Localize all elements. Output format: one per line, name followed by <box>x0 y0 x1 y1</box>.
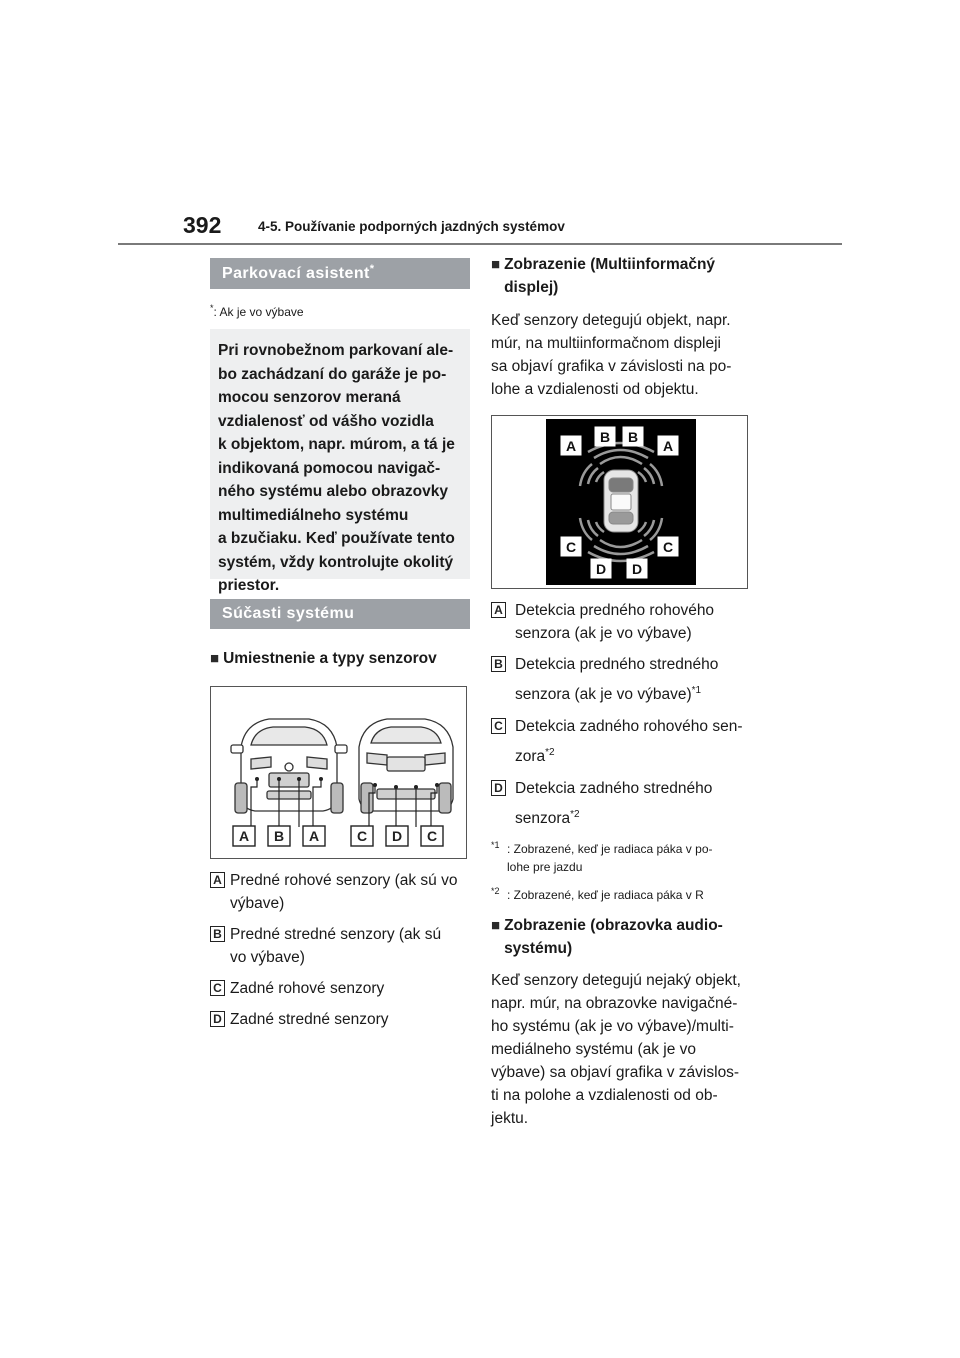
display-figure <box>491 415 748 589</box>
fig-label-c: C <box>426 828 438 844</box>
fig-label-a: A <box>308 828 320 844</box>
paragraph-line: ho systému (ak je vo výbave)/multi- <box>491 1018 734 1036</box>
legend-item <box>210 923 470 969</box>
fig-label-a: A <box>238 828 250 844</box>
subheading-text: displej) <box>504 279 559 296</box>
paragraph-line: Keď senzory detegujú objekt, napr. <box>491 312 731 329</box>
display-label-a: A <box>565 438 577 454</box>
intro-line: systém, vždy kontrolujte okolitý <box>218 553 454 571</box>
legend-text: Predné rohové senzory (ak sú vo <box>230 872 458 889</box>
legend-text: Predné stredné senzory (ak sú <box>230 926 442 943</box>
letter-badge: C <box>210 980 225 996</box>
intro-box <box>210 329 470 594</box>
section2-title-band <box>210 599 470 629</box>
legend-text: vo výbave) <box>230 949 305 966</box>
paragraph-line: výbave) sa objaví grafika v závislos- <box>491 1064 740 1082</box>
legend-text-line2 <box>511 741 757 768</box>
display-label-b: B <box>599 429 611 445</box>
vehicle-front-rear-illustration <box>211 687 466 858</box>
subheading-text: Zobrazenie (obrazovka audio- <box>504 917 723 935</box>
legend-item <box>210 1008 470 1031</box>
subheading-text: Umiestnenie a typy senzorov <box>223 650 437 667</box>
paragraph-line: jektu. <box>491 1110 529 1128</box>
paragraph-line: Keď senzory detegujú nejaký objekt, <box>491 972 741 990</box>
intro-line: multimediálneho systému <box>218 506 409 524</box>
footnote-text: : Ak je vo výbave <box>213 305 304 319</box>
display-label-a: A <box>662 438 674 454</box>
section-title: Parkovací asistent <box>222 265 370 282</box>
paragraph-line: lohe a vzdialenosti od objektu. <box>491 381 699 398</box>
section-title-band <box>210 258 470 289</box>
display-label-c: C <box>662 539 674 555</box>
legend-footnote-mark: *1 <box>691 685 702 696</box>
square-bullet-icon: ■ <box>491 256 501 273</box>
sensor-location-figure <box>210 686 467 859</box>
paragraph-line: múr, na multiinformačnom displeji <box>491 335 722 352</box>
fig-label-c: C <box>356 828 368 844</box>
legend-item <box>491 599 757 645</box>
note <box>491 840 757 876</box>
legend-footnote-mark: *2 <box>545 747 555 759</box>
legend-text: Zadné stredné senzory <box>230 1011 389 1028</box>
legend-item <box>491 653 757 706</box>
legend-item <box>210 977 470 1000</box>
paragraph-line: mediálneho systému (ak je vo <box>491 1041 697 1059</box>
legend-text: Detekcia zadného stredného <box>515 780 713 798</box>
header-rule <box>118 243 842 245</box>
subheading-multi-display <box>491 253 757 299</box>
multi-display-illustration <box>492 416 747 588</box>
letter-badge: D <box>210 1011 225 1027</box>
right-column <box>491 253 757 1130</box>
legend-footnote-mark: *2 <box>570 809 580 821</box>
display-label-c: C <box>565 539 577 555</box>
legend-text: senzora (ak je vo výbave) <box>515 625 692 642</box>
fig-label-d: D <box>391 828 403 844</box>
letter-badge: B <box>210 926 225 942</box>
note-mark: *2 <box>491 886 500 897</box>
title-asterisk: * <box>369 263 375 275</box>
letter-badge: D <box>491 780 506 796</box>
legend-text: Detekcia predného rohového <box>515 602 715 619</box>
fig-label-b: B <box>273 828 285 844</box>
legend-text: senzora (ak je vo výbave) <box>515 686 692 704</box>
square-bullet-icon: ■ <box>491 917 501 935</box>
footnote-mark: * <box>210 303 214 313</box>
display-legend <box>491 599 757 830</box>
sensor-legend <box>210 869 470 1031</box>
note-text: lohe pre jazdu <box>507 860 583 875</box>
legend-text: výbave) <box>230 895 285 912</box>
availability-footnote <box>210 303 470 319</box>
legend-text-line2 <box>511 679 757 706</box>
letter-badge: A <box>210 872 225 888</box>
note-text: : Zobrazené, keď je radiaca páka v R <box>507 888 704 903</box>
intro-line: mocou senzorov meraná <box>218 389 401 406</box>
paragraph-line: napr. múr, na obrazovke navigačné- <box>491 995 738 1013</box>
legend-item <box>210 869 470 915</box>
legend-text: Zadné rohové senzory <box>230 980 385 997</box>
legend-text: senzora <box>515 810 571 828</box>
note-text: : Zobrazené, keď je radiaca páka v po- <box>507 842 713 857</box>
intro-line: a bzučiaku. Keď používate tento <box>218 530 455 547</box>
note <box>491 886 757 904</box>
intro-line: k objektom, napr. múrom, a tá je <box>218 436 455 453</box>
display-label-d: D <box>631 561 643 577</box>
legend-item <box>491 777 757 830</box>
intro-line: priestor. <box>218 577 280 594</box>
legend-text-line2 <box>511 622 757 645</box>
legend-text-line2 <box>511 803 757 830</box>
display-label-b: B <box>627 429 639 445</box>
paragraph-line: ti na polohe a vzdialenosti od ob- <box>491 1087 718 1105</box>
intro-line: ného systému alebo obrazovky <box>218 483 448 500</box>
subheading-text: Zobrazenie (Multiinformačný <box>504 256 716 273</box>
left-column <box>210 258 470 1031</box>
subheading-text: systému) <box>504 940 573 958</box>
intro-line: Pri rovnobežnom parkovaní ale- <box>218 342 454 359</box>
legend-text: Detekcia predného stredného <box>515 656 719 673</box>
square-bullet-icon: ■ <box>210 650 220 667</box>
intro-line: indikovaná pomocou navigač- <box>218 459 441 477</box>
paragraph-line: sa objaví grafika v závislosti na po- <box>491 358 732 375</box>
paragraph-multi-display <box>491 309 757 401</box>
note-mark: *1 <box>491 840 500 851</box>
letter-badge: C <box>491 718 506 734</box>
intro-line: bo zachádzaní do garáže je po- <box>218 365 447 383</box>
section-heading: 4-5. Používanie podporných jazdných systémov <box>258 219 565 234</box>
intro-line: vzdialenosť od vášho vozidla <box>218 412 434 430</box>
subheading-audio-display <box>491 914 757 960</box>
legend-text: Detekcia zadného rohového sen- <box>515 718 743 736</box>
display-label-d: D <box>595 561 607 577</box>
letter-badge: B <box>491 656 506 672</box>
section2-title: Súčasti systému <box>222 605 355 622</box>
legend-item <box>491 715 757 768</box>
paragraph-audio-display <box>491 969 757 1130</box>
subheading-sensors <box>210 647 470 670</box>
page-number: 392 <box>183 212 222 238</box>
legend-text: zora <box>515 748 546 766</box>
letter-badge: A <box>491 602 506 618</box>
display-notes <box>491 840 757 904</box>
